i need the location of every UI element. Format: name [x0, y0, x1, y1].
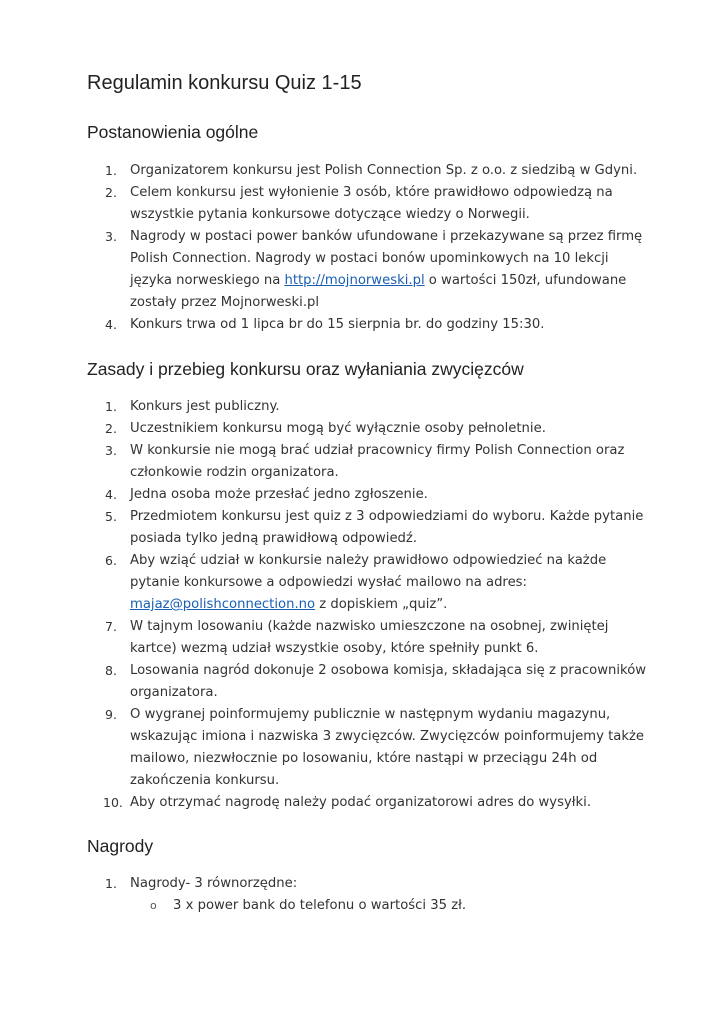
list-number: 2.	[105, 185, 117, 200]
general-list	[87, 160, 647, 336]
sub-list-item-text: 3 x power bank do telefonu o wartości 35 zł.	[173, 898, 467, 913]
list-number: 3.	[105, 443, 117, 458]
rules-list	[87, 396, 647, 814]
list-number: 1.	[105, 399, 117, 414]
list-number: 9.	[105, 707, 117, 722]
list-item	[87, 616, 647, 660]
list-item-text: Aby otrzymać nagrodę należy podać organizatorowi adres do wysyłki.	[130, 795, 592, 810]
list-number: 7.	[105, 619, 117, 634]
list-number: 2.	[105, 421, 117, 436]
list-item	[87, 160, 647, 182]
list-item-text: Aby wziąć udział w konkursie należy prawidłowo odpowiedzieć na każde pytanie konkursowe a odpowiedzi wysłać mailowo na adres:	[130, 553, 607, 590]
list-item	[87, 226, 647, 314]
list-item-text: Organizatorem konkursu jest Polish Connection Sp. z o.o. z siedzibą w Gdyni.	[130, 163, 638, 178]
section-heading-rules: Zasady i przebieg konkursu oraz wyłaniania zwycięzców	[87, 359, 524, 379]
list-item-text: Jedna osoba może przesłać jedno zgłoszenie.	[130, 487, 428, 502]
list-number: 5.	[105, 509, 117, 524]
list-item	[87, 660, 647, 704]
list-item	[87, 396, 647, 418]
list-item-text: W konkursie nie mogą brać udział pracownicy firmy Polish Connection oraz członkowie rodzin organizatora.	[130, 443, 625, 480]
mojnorweski-link[interactable]: http://mojnorweski.pl	[284, 273, 425, 288]
prizes-list	[87, 873, 647, 917]
list-item-text: O wygranej poinformujemy publicznie w następnym wydaniu magazynu, wskazując imiona i nazwiska 3 zwycięzców. Zwycięzców poinformujemy także mailowo, niezwłocznie po losowaniu, które nastąpi w przeciągu 24h od zakończenia konkursu.	[130, 707, 645, 788]
prizes-sublist	[130, 895, 647, 917]
list-item-text: Przedmiotem konkursu jest quiz z 3 odpowiedziami do wyboru. Każde pytanie posiada tylko jedną prawidłową odpowiedź.	[130, 509, 644, 546]
list-item-text: Konkurs jest publiczny.	[130, 399, 280, 414]
list-number: 8.	[105, 663, 117, 678]
list-number: 4.	[105, 487, 117, 502]
list-item-text: Nagrody- 3 równorzędne:	[130, 876, 298, 891]
list-item	[87, 873, 647, 917]
list-number: 1.	[105, 163, 117, 178]
document-title: Regulamin konkursu Quiz 1-15	[87, 72, 362, 94]
list-item-text: Konkurs trwa od 1 lipca br do 15 sierpnia br. do godziny 15:30.	[130, 317, 545, 332]
list-item	[87, 550, 647, 616]
list-item	[87, 792, 647, 814]
list-item	[87, 418, 647, 440]
list-number: 3.	[105, 229, 117, 244]
list-item	[87, 484, 647, 506]
list-number: 10.	[103, 795, 123, 810]
list-number: 4.	[105, 317, 117, 332]
list-item-text: o wartości 150zł, ufundowane zostały przez Mojnorweski.pl	[130, 273, 627, 310]
list-item-text: Celem konkursu jest wyłonienie 3 osób, które prawidłowo odpowiedzą na wszystkie pytania konkursowe dotyczące wiedzy o Norwegii.	[130, 185, 613, 222]
circle-bullet-icon: o	[150, 899, 157, 912]
list-item-text: Nagrody w postaci power banków ufundowane i przekazywane są przez firmę Polish Connection. Nagrody w postaci bonów upominkowych na 10 lekcji języka norweskiego na	[130, 229, 643, 288]
list-item	[87, 704, 647, 792]
list-item-text: W tajnym losowaniu (każde nazwisko umieszczone na osobnej, zwiniętej kartce) wezmą udział wszystkie osoby, które spełniły punkt 6.	[130, 619, 609, 656]
list-item-text: Uczestnikiem konkursu mogą być wyłącznie osoby pełnoletnie.	[130, 421, 546, 436]
list-number: 1.	[105, 876, 117, 891]
section-heading-general: Postanowienia ogólne	[87, 122, 259, 142]
section-heading-prizes: Nagrody	[87, 836, 154, 856]
list-item-text: Losowania nagród dokonuje 2 osobowa komisja, składająca się z pracowników organizatora.	[130, 663, 647, 700]
list-item-text: z dopiskiem „quiz”.	[315, 597, 448, 612]
list-item	[87, 440, 647, 484]
list-item	[87, 182, 647, 226]
email-link[interactable]: majaz@polishconnection.no	[130, 597, 316, 612]
sub-list-item	[130, 895, 647, 917]
list-number: 6.	[105, 553, 117, 568]
list-item	[87, 314, 647, 336]
list-item	[87, 506, 647, 550]
